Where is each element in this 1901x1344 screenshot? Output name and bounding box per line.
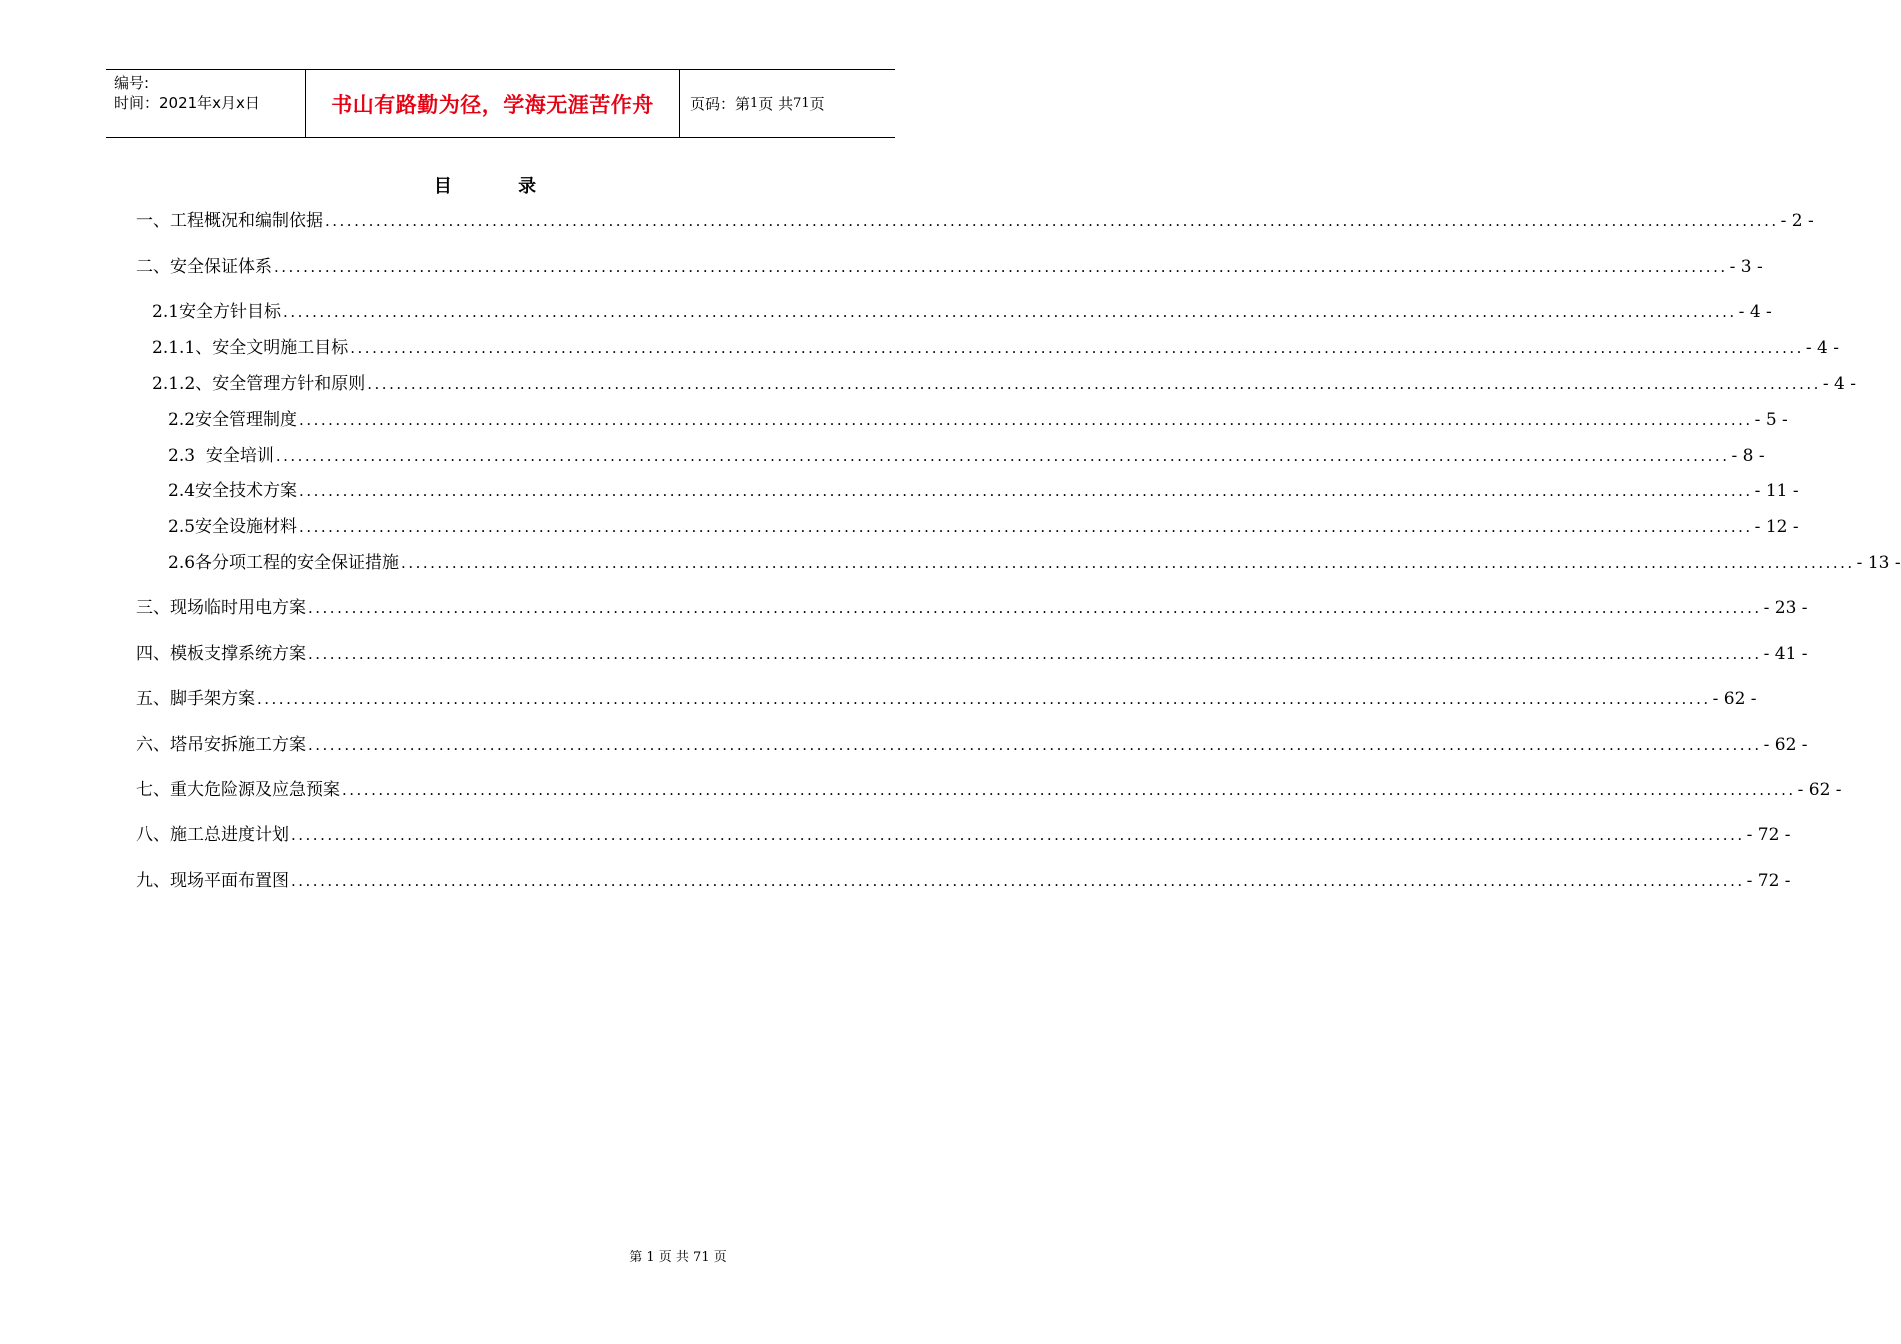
toc-entry[interactable] xyxy=(152,299,1772,325)
toc-entry[interactable] xyxy=(152,371,1857,397)
toc-entry-label: 2.4安全技术方案 xyxy=(168,481,298,501)
toc-entry-label: 四、模板支撑系统方案 xyxy=(136,644,306,664)
toc-entry[interactable] xyxy=(136,777,1842,803)
toc-entry-label: 八、施工总进度计划 xyxy=(136,825,289,845)
toc-entry-label: 九、现场平面布置图 xyxy=(136,871,289,891)
header-motto: 书山有路勤为径，学海无涯苦作舟 xyxy=(306,70,680,137)
toc-dot-leader: ........................................................................................................................................................................................................ xyxy=(325,212,1779,230)
toc-entry[interactable] xyxy=(136,732,1808,758)
toc-dot-leader: ........................................................................................................................................................................................................ xyxy=(275,447,1730,465)
toc-dot-leader: ........................................................................................................................................................................................................ xyxy=(308,645,1762,663)
toc-entry-label: 2.6各分项工程的安全保证措施 xyxy=(168,553,400,573)
toc-entry-page: - 13 - xyxy=(1856,553,1901,573)
toc-dot-leader: ........................................................................................................................................................................................................ xyxy=(274,258,1728,276)
toc-entry-page: - 2 - xyxy=(1780,211,1814,231)
toc-entry-label: 二、安全保证体系 xyxy=(136,257,272,277)
toc-dot-leader: ........................................................................................................................................................................................................ xyxy=(283,303,1737,321)
toc-entry-label: 2.1.1、安全文明施工目标 xyxy=(152,338,349,358)
toc-dot-leader: ........................................................................................................................................................................................................ xyxy=(299,482,1753,500)
toc-entry-label: 2.1.2、安全管理方针和原则 xyxy=(152,374,366,394)
document-time-label: 时间：2021年x月x日 xyxy=(114,94,260,112)
toc-dot-leader: ........................................................................................................................................................................................................ xyxy=(257,690,1711,708)
toc-entry-page: - 4 - xyxy=(1738,302,1772,322)
toc-entry[interactable] xyxy=(136,208,1814,234)
document-number-label: 编号: xyxy=(114,74,150,92)
toc-entry-page: - 41 - xyxy=(1763,644,1808,664)
toc-entry-label: 六、塔吊安拆施工方案 xyxy=(136,735,306,755)
toc-entry[interactable] xyxy=(168,514,1799,540)
toc-entry-page: - 4 - xyxy=(1805,338,1840,358)
toc-dot-leader: ........................................................................................................................................................................................................ xyxy=(342,781,1796,799)
toc-entry-label: 2.3 安全培训 xyxy=(168,446,274,466)
toc-entry-page: - 62 - xyxy=(1712,689,1757,709)
toc-entry-label: 2.1安全方针目标 xyxy=(152,302,282,322)
page-middle: 页 共 xyxy=(758,95,794,113)
toc-entry-page: - 72 - xyxy=(1746,871,1791,891)
toc-title: 目 录 xyxy=(433,176,567,197)
toc-entry[interactable] xyxy=(136,641,1808,667)
toc-entry-page: - 3 - xyxy=(1729,257,1763,277)
toc-entry[interactable] xyxy=(136,686,1757,712)
page-prefix: 页码：第 xyxy=(690,95,751,113)
toc-entry-label: 2.2安全管理制度 xyxy=(168,410,298,430)
toc-entry-page: - 62 - xyxy=(1763,735,1808,755)
toc-entry-page: - 62 - xyxy=(1797,780,1842,800)
toc-entry[interactable] xyxy=(152,335,1840,361)
toc-entry[interactable] xyxy=(168,550,1901,576)
toc-entry-page: - 8 - xyxy=(1731,446,1765,466)
toc-dot-leader: ........................................................................................................................................................................................................ xyxy=(299,411,1753,429)
document-header xyxy=(106,69,895,138)
toc-entry[interactable] xyxy=(136,254,1763,280)
toc-entry-label: 2.5安全设施材料 xyxy=(168,517,298,537)
toc-entry[interactable] xyxy=(136,868,1791,894)
page-footer: 第 1 页 共 71 页 xyxy=(629,1250,727,1265)
toc-entry-label: 五、脚手架方案 xyxy=(136,689,255,709)
toc-entry-page: - 23 - xyxy=(1763,598,1808,618)
toc-entry-page: - 11 - xyxy=(1754,481,1799,501)
header-meta xyxy=(106,70,306,137)
toc-dot-leader: ........................................................................................................................................................................................................ xyxy=(401,554,1855,572)
page-total: 71 xyxy=(793,96,810,111)
toc-dot-leader: ........................................................................................................................................................................................................ xyxy=(308,736,1762,754)
toc-dot-leader: ........................................................................................................................................................................................................ xyxy=(299,518,1753,536)
toc-entry-label: 七、重大危险源及应急预案 xyxy=(136,780,340,800)
toc-entry[interactable] xyxy=(168,478,1799,504)
toc-dot-leader: ........................................................................................................................................................................................................ xyxy=(367,375,1821,393)
toc-entry-page: - 4 - xyxy=(1822,374,1857,394)
toc-dot-leader: ........................................................................................................................................................................................................ xyxy=(291,826,1745,844)
toc-entry-page: - 5 - xyxy=(1754,410,1788,430)
toc-entry[interactable] xyxy=(136,822,1791,848)
toc-entry[interactable] xyxy=(136,595,1808,621)
toc-dot-leader: ........................................................................................................................................................................................................ xyxy=(308,599,1762,617)
toc-entry[interactable] xyxy=(168,407,1788,433)
page-suffix: 页 xyxy=(809,95,825,113)
toc-dot-leader: ........................................................................................................................................................................................................ xyxy=(350,339,1804,357)
page-current: 1 xyxy=(750,96,759,111)
toc-dot-leader: ........................................................................................................................................................................................................ xyxy=(291,872,1745,890)
toc-entry-page: - 72 - xyxy=(1746,825,1791,845)
toc-entry[interactable] xyxy=(168,443,1765,469)
toc-entry-label: 一、工程概况和编制依据 xyxy=(136,211,323,231)
header-page-info xyxy=(680,70,895,137)
toc-entry-page: - 12 - xyxy=(1754,517,1799,537)
toc-entry-label: 三、现场临时用电方案 xyxy=(136,598,306,618)
